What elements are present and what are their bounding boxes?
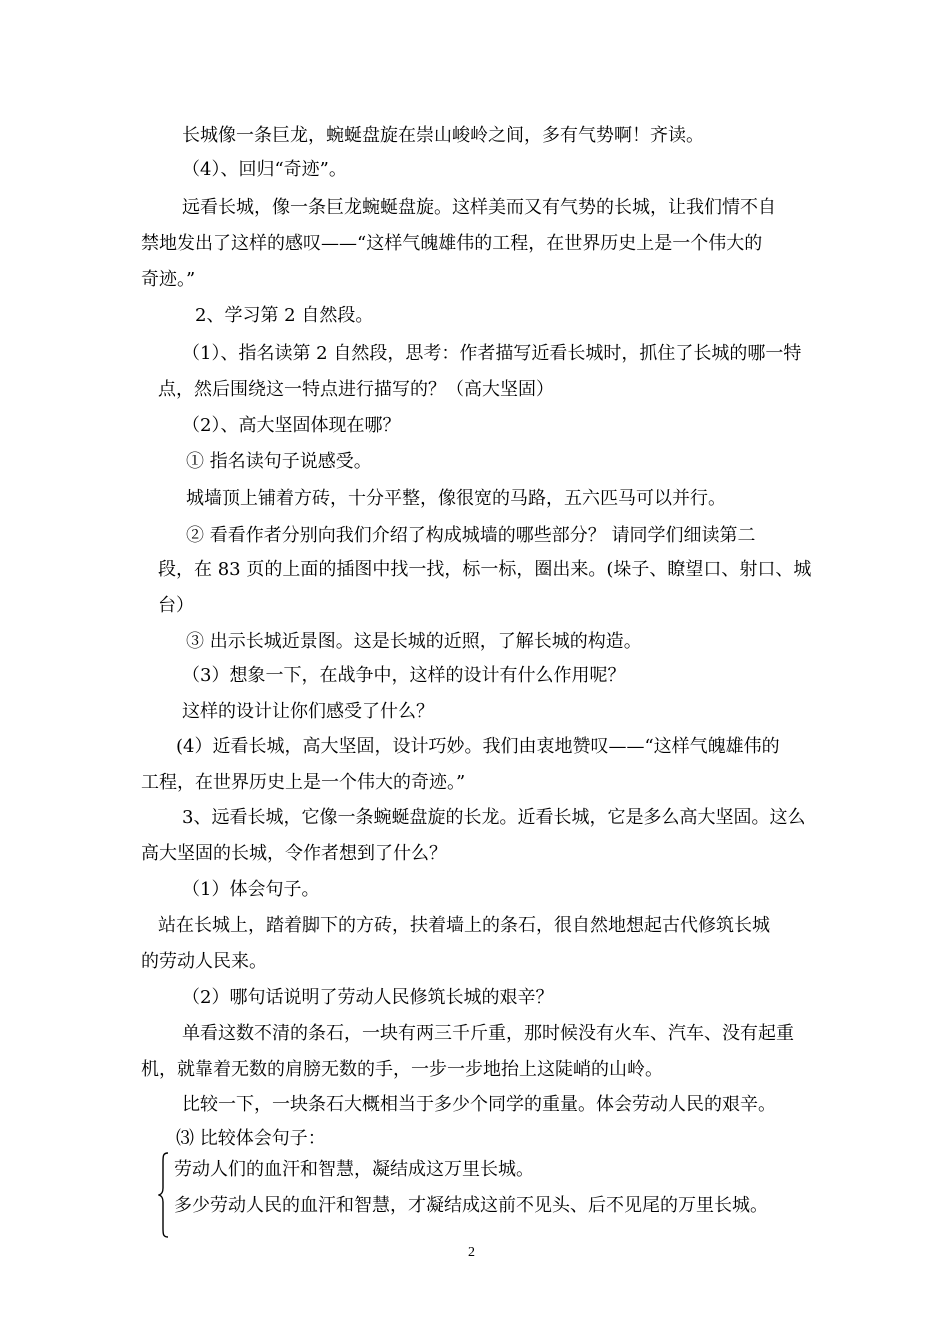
text-line-14: ③ 出示长城近景图。这是长城的近照，了解长城的构造。	[186, 631, 642, 652]
page-number: 2	[468, 1245, 475, 1260]
text-line-23: 比较一下，一块条石大概相当于多少个同学的重量。体会劳动人民的艰辛。	[182, 1094, 776, 1115]
left-brace-icon	[158, 1152, 170, 1238]
text-line-3: 远看长城，像一条巨龙蜿蜒盘旋。这样美而又有气势的长城，让我们情不自	[182, 197, 776, 218]
text-line-6: 2、学习第 2 自然段。	[195, 305, 374, 326]
text-line-22: （2）哪句话说明了劳动人民修筑长城的艰辛？	[182, 987, 554, 1008]
text-line-15: （3）想象一下，在战争中，这样的设计有什么作用呢？	[182, 665, 626, 686]
text-line-13: 台）	[158, 595, 194, 616]
quote-line-2: 站在长城上，踏着脚下的方砖，扶着墙上的条石，很自然地想起古代修筑长城	[158, 915, 770, 936]
text-line-17: (4）近看长城，高大坚固，设计巧妙。我们由衷地赞叹——“这样气魄雄伟的	[176, 736, 780, 757]
text-line-9: （2）、高大坚固体现在哪？	[182, 415, 401, 436]
quote-line-3: 的劳动人民来。	[141, 951, 267, 972]
quote-line-1: 城墙顶上铺着方砖，十分平整，像很宽的马路，五六匹马可以并行。	[186, 488, 726, 509]
text-line-16: 这样的设计让你们感受了什么？	[182, 701, 434, 722]
text-line-24: ⑶ 比较体会句子：	[176, 1128, 326, 1149]
text-line-8: 点，然后围绕这一特点进行描写的？（高大坚固）	[158, 379, 554, 400]
quote-line-5: 机，就靠着无数的肩膀无数的手，一步一步地抬上这陡峭的山岭。	[141, 1059, 663, 1080]
text-line-10: ① 指名读句子说感受。	[186, 451, 372, 472]
text-line-11: ② 看看作者分别向我们介绍了构成城墙的哪些部分？ 请同学们细读第二	[186, 525, 756, 546]
text-line-18: 工程，在世界历史上是一个伟大的奇迹。”	[141, 772, 466, 793]
text-line-1: 长城像一条巨龙，蜿蜒盘旋在崇山峻岭之间，多有气势啊！齐读。	[182, 125, 704, 146]
text-line-21: （1）体会句子。	[182, 879, 320, 900]
text-line-7: （1）、指名读第 2 自然段，思考：作者描写近看长城时，抓住了长城的哪一特	[182, 343, 802, 364]
text-line-5: 奇迹。”	[141, 269, 196, 290]
text-line-4: 禁地发出了这样的感叹——“这样气魄雄伟的工程，在世界历史上是一个伟大的	[141, 233, 763, 254]
text-line-20: 高大坚固的长城，令作者想到了什么？	[141, 843, 447, 864]
text-line-12: 段，在 83 页的上面的插图中找一找，标一标，圈出来。(垛子、瞭望口、射口、城	[158, 559, 812, 580]
text-line-19: 3、远看长城，它像一条蜿蜒盘旋的长龙。近看长城，它是多么高大坚固。这么	[182, 807, 806, 828]
text-line-2: （4）、回归“奇迹”。	[182, 159, 347, 180]
quote-line-4: 单看这数不清的条石，一块有两三千斤重，那时候没有火车、汽车、没有起重	[182, 1023, 794, 1044]
compare-sentence-2: 多少劳动人民的血汗和智慧，才凝结成这前不见头、后不见尾的万里长城。	[174, 1195, 768, 1216]
compare-sentence-1: 劳动人们的血汗和智慧，凝结成这万里长城。	[174, 1159, 534, 1180]
